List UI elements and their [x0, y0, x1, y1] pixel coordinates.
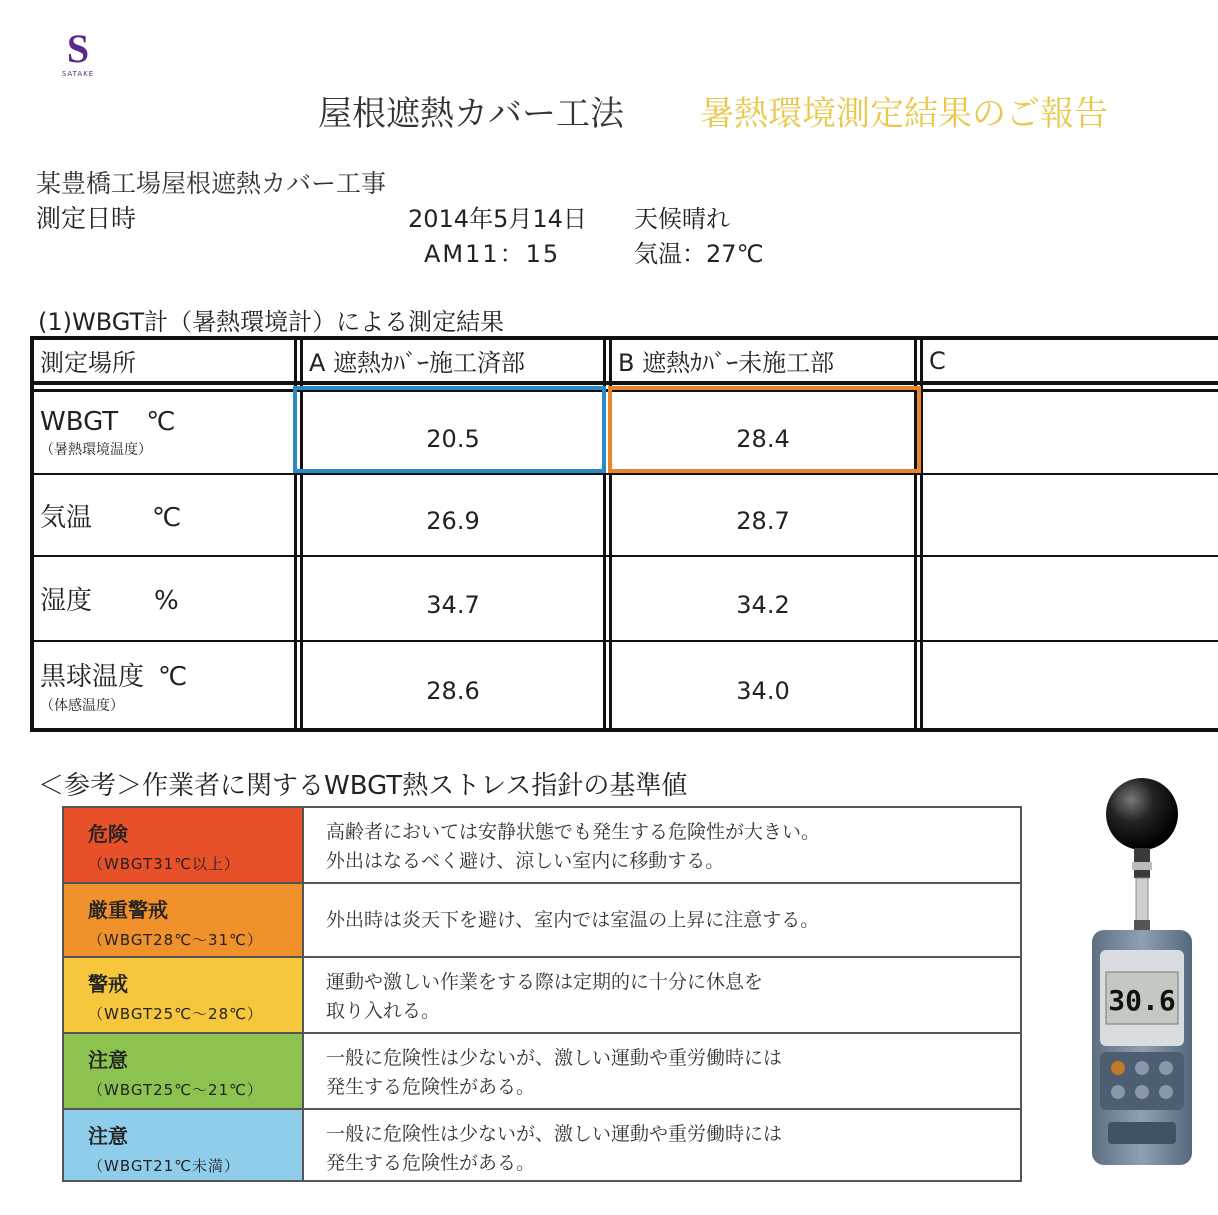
description-line: 発生する危険性がある。 — [326, 1076, 536, 1098]
level-description — [304, 808, 1020, 882]
level-row-danger — [64, 808, 1020, 884]
cell-humidity-c — [923, 557, 1218, 640]
level-cell — [64, 1110, 304, 1180]
cell-wbgt-a: 20.5 — [426, 424, 480, 453]
row-sublabel: （体感温度） — [40, 697, 124, 714]
description-line: 運動や激しい作業をする際は定期的に十分に休息を — [326, 971, 764, 993]
level-range: （WBGT25℃～28℃） — [88, 1005, 263, 1023]
level-range: （WBGT31℃以上） — [88, 855, 241, 873]
measurement-date: 2014年5月14日 — [408, 205, 587, 233]
cell-wbgt-b: 28.4 — [736, 424, 790, 453]
level-range: （WBGT21℃未満） — [88, 1157, 241, 1175]
level-name: 注意 — [88, 1048, 128, 1072]
description-line: 外出はなるべく避け、涼しい室内に移動する。 — [326, 850, 725, 872]
cell-air-temp-b: 28.7 — [736, 507, 790, 535]
description-line: 一般に危険性は少ないが、激しい運動や重労働時には — [326, 1123, 783, 1145]
description-line: 発生する危険性がある。 — [326, 1152, 536, 1174]
cell-globe-temp-a: 28.6 — [426, 677, 480, 705]
logo-name: SATAKE — [61, 70, 95, 78]
row-label-air-temp — [34, 475, 294, 555]
row-label-humidity — [34, 557, 294, 640]
level-row-warning — [64, 958, 1020, 1034]
measurement-time: AM11：15 — [424, 240, 561, 268]
col-header-b: B 遮熱ｶﾊﾞｰ未施工部 — [618, 349, 835, 377]
highlight-b — [608, 386, 921, 473]
row-unit: ℃ — [146, 406, 176, 437]
cell-air-temp-a: 26.9 — [426, 507, 480, 535]
cell-air-temp-c — [923, 475, 1218, 555]
level-cell — [64, 884, 304, 956]
level-name: 注意 — [88, 1124, 128, 1148]
level-range: （WBGT25℃～21℃） — [88, 1081, 263, 1099]
cell-humidity-b: 34.2 — [736, 590, 790, 619]
level-range: （WBGT28℃～31℃） — [88, 931, 263, 949]
cell-wbgt-c — [923, 392, 1218, 473]
row-sublabel: （暑熱環境温度） — [40, 441, 152, 458]
level-cell — [64, 808, 304, 882]
level-description — [304, 1110, 1020, 1180]
company-logo — [44, 28, 112, 78]
row-label-text: 湿度 — [40, 586, 93, 616]
row-label-text: 気温 — [40, 502, 93, 533]
measurement-datetime-label: 測定日時 — [36, 204, 137, 233]
wbgt-reference-table — [62, 806, 1022, 1182]
reference-title: ＜参考＞作業者に関するWBGT熱ストレス指針の基準値 — [38, 771, 688, 801]
col-header-a: A 遮熱ｶﾊﾞｰ施工済部 — [309, 349, 526, 377]
description-line: 外出時は炎天下を避け、室内では室温の上昇に注意する。 — [326, 909, 820, 931]
level-description — [304, 884, 1020, 956]
level-name: 厳重警戒 — [88, 898, 168, 922]
measurement-table — [30, 336, 1218, 732]
description-line: 取り入れる。 — [326, 1000, 441, 1022]
report-title: 屋根遮熱カバー工法 — [318, 94, 624, 134]
highlight-a — [293, 386, 606, 473]
row-unit: ℃ — [152, 502, 182, 533]
row-label-text: WBGT — [40, 406, 119, 437]
row-unit: % — [154, 586, 179, 616]
level-row-caution-low — [64, 1110, 1020, 1180]
level-cell — [64, 1034, 304, 1108]
row-label-globe-temp — [34, 642, 294, 728]
col-header-location: 測定場所 — [40, 349, 136, 377]
weather: 天候晴れ — [634, 205, 730, 233]
level-row-caution — [64, 1034, 1020, 1110]
level-name: 危険 — [88, 822, 128, 846]
section-title: (1)WBGT計（暑熱環境計）による測定結果 — [38, 308, 505, 336]
description-line: 高齢者においては安静状態でも発生する危険性が大きい。 — [326, 821, 821, 843]
cell-globe-temp-c — [923, 642, 1218, 728]
logo-letter: S — [66, 26, 90, 71]
level-name: 警戒 — [88, 972, 128, 996]
col-header-c: C — [929, 346, 946, 375]
project-name: 某豊橋工場屋根遮熱カバー工事 — [36, 169, 387, 198]
level-row-severe-warning — [64, 884, 1020, 958]
level-description — [304, 1034, 1020, 1108]
level-cell — [64, 958, 304, 1032]
row-label-wbgt — [34, 392, 294, 473]
wbgt-meter-icon — [1080, 770, 1200, 1170]
report-subtitle: 暑熱環境測定結果のご報告 — [700, 94, 1108, 134]
air-temperature: 気温：27℃ — [634, 240, 764, 268]
row-unit: ℃ — [158, 661, 188, 692]
cell-humidity-a: 34.7 — [426, 590, 480, 619]
level-description — [304, 958, 1020, 1032]
row-label-text: 黒球温度 — [40, 661, 145, 692]
meter-display: 30.6 — [1108, 984, 1176, 1017]
wbgt-meter-image — [1080, 770, 1200, 1170]
cell-globe-temp-b: 34.0 — [736, 677, 790, 705]
description-line: 一般に危険性は少ないが、激しい運動や重労働時には — [326, 1047, 783, 1069]
